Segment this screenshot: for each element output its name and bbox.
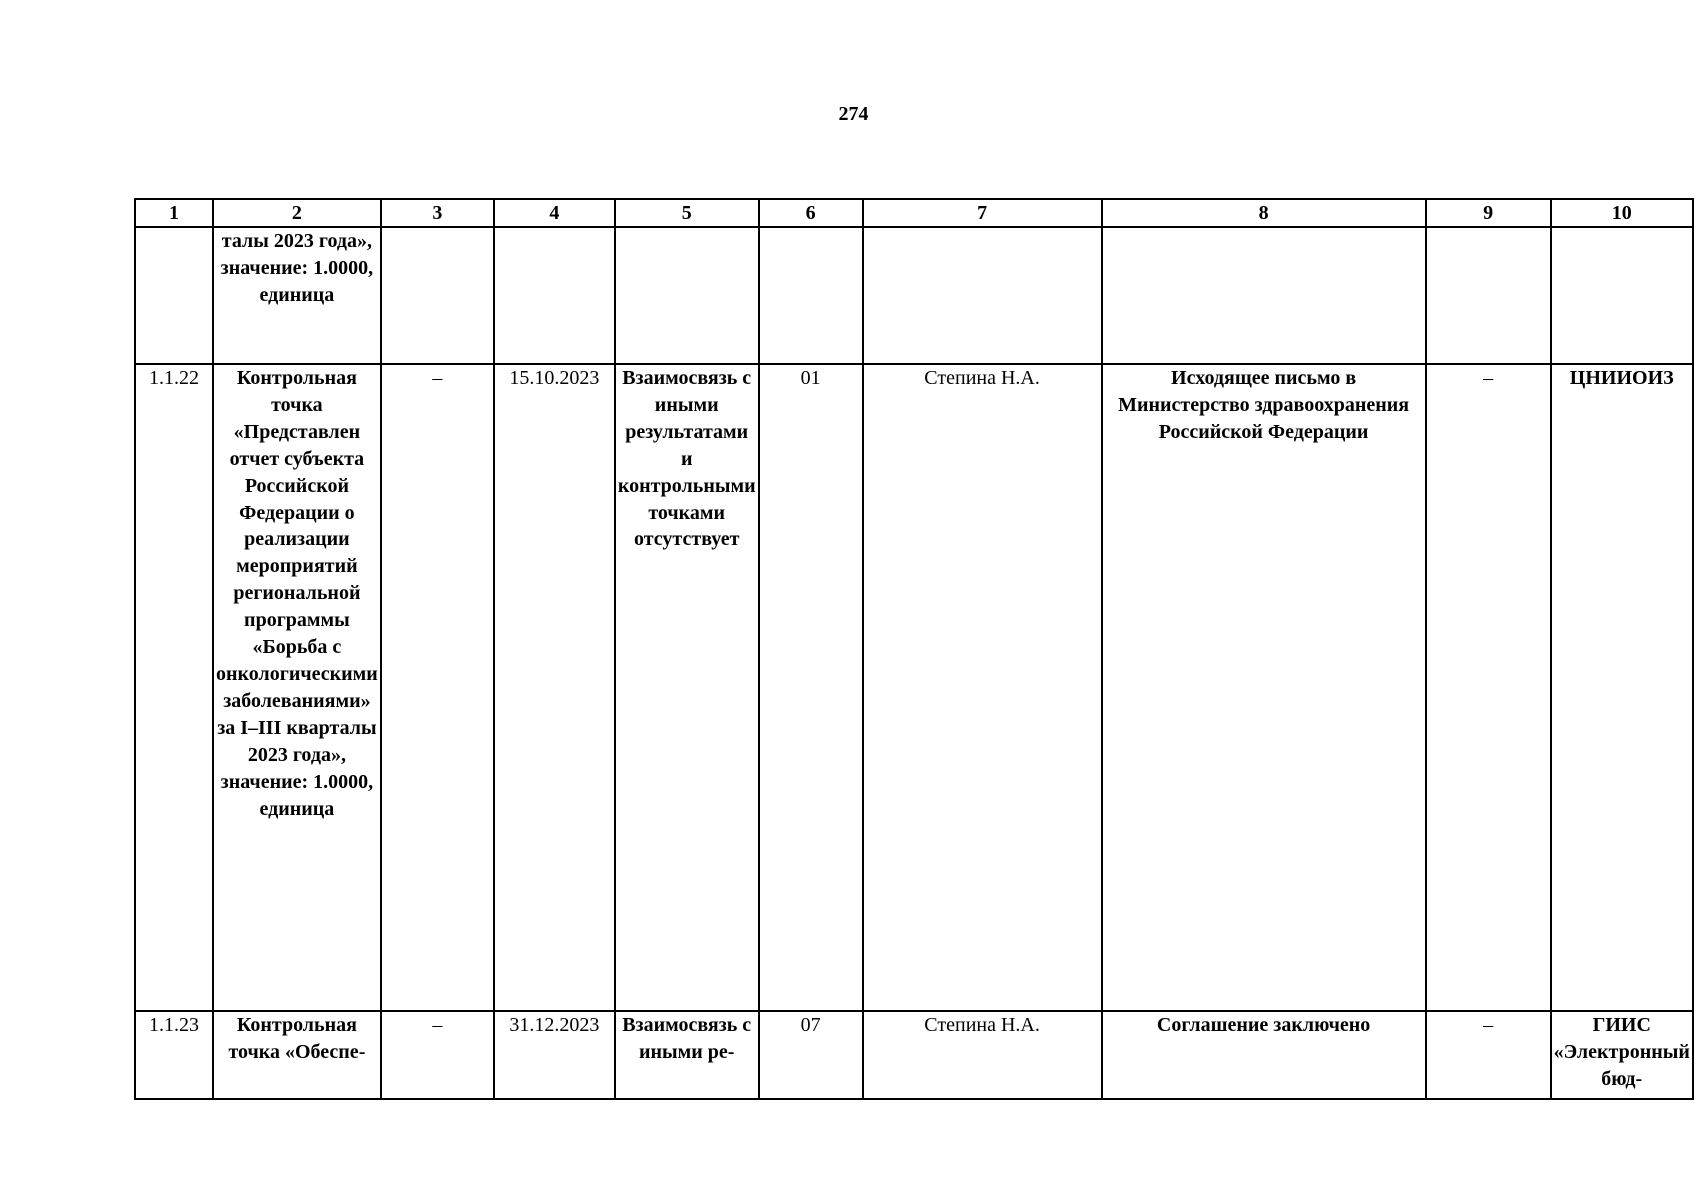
- document-cell: [1102, 227, 1426, 364]
- column-header: 5: [615, 199, 759, 227]
- column-header: 2: [213, 199, 381, 227]
- responsible-person-cell: [863, 227, 1102, 364]
- result-name-cell: Контрольная точка «Представлен отчет субъекта Российской Федерации о реализации мероприятий региональной программы «Борьба с онкологическими заболеваниями» за I–III кварталы 2023 года», значение: 1.0000, единица: [213, 364, 381, 1011]
- column-header: 4: [494, 199, 615, 227]
- page-number: 274: [838, 103, 869, 125]
- document-cell: Соглашение заключено: [1102, 1011, 1426, 1099]
- column-3-cell: –: [381, 1011, 494, 1099]
- date-cell: 15.10.2023: [494, 364, 615, 1011]
- responsible-person-cell: Степина Н.А.: [863, 1011, 1102, 1099]
- row-number-cell: 1.1.22: [135, 364, 213, 1011]
- date-cell: [494, 227, 615, 364]
- table-row: [135, 364, 1693, 1011]
- column-header: 1: [135, 199, 213, 227]
- column-9-cell: –: [1426, 1011, 1551, 1099]
- document-cell: Исходящее письмо в Министерство здравоохранения Российской Федерации: [1102, 364, 1426, 1011]
- date-cell: 31.12.2023: [494, 1011, 615, 1099]
- column-header: 7: [863, 199, 1102, 227]
- column-3-cell: [381, 227, 494, 364]
- column-header: 3: [381, 199, 494, 227]
- info-system-cell: [1551, 227, 1693, 364]
- result-name-cell: талы 2023 года», значение: 1.0000, единица: [213, 227, 381, 364]
- row-number-cell: [135, 227, 213, 364]
- column-header: 10: [1551, 199, 1693, 227]
- info-system-cell: ГИИС «Электронный бюд-: [1551, 1011, 1693, 1099]
- column-header: 8: [1102, 199, 1426, 227]
- responsible-person-cell: Степина Н.А.: [863, 364, 1102, 1011]
- column-number-header-row: [135, 199, 1693, 227]
- relation-cell: Взаимосвязь с иными результатами и контрольными точками отсутствует: [615, 364, 759, 1011]
- result-name-cell: Контрольная точка «Обеспе-: [213, 1011, 381, 1099]
- code-cell: [759, 227, 863, 364]
- column-header: 6: [759, 199, 863, 227]
- column-9-cell: [1426, 227, 1551, 364]
- column-9-cell: –: [1426, 364, 1551, 1011]
- table-row: [135, 1011, 1693, 1099]
- table-row: [135, 227, 1693, 364]
- info-system-cell: ЦНИИОИЗ: [1551, 364, 1693, 1011]
- data-table: [134, 198, 1694, 1100]
- row-number-cell: 1.1.23: [135, 1011, 213, 1099]
- code-cell: 01: [759, 364, 863, 1011]
- column-header: 9: [1426, 199, 1551, 227]
- code-cell: 07: [759, 1011, 863, 1099]
- relation-cell: [615, 227, 759, 364]
- column-3-cell: –: [381, 364, 494, 1011]
- relation-cell: Взаимосвязь с иными ре-: [615, 1011, 759, 1099]
